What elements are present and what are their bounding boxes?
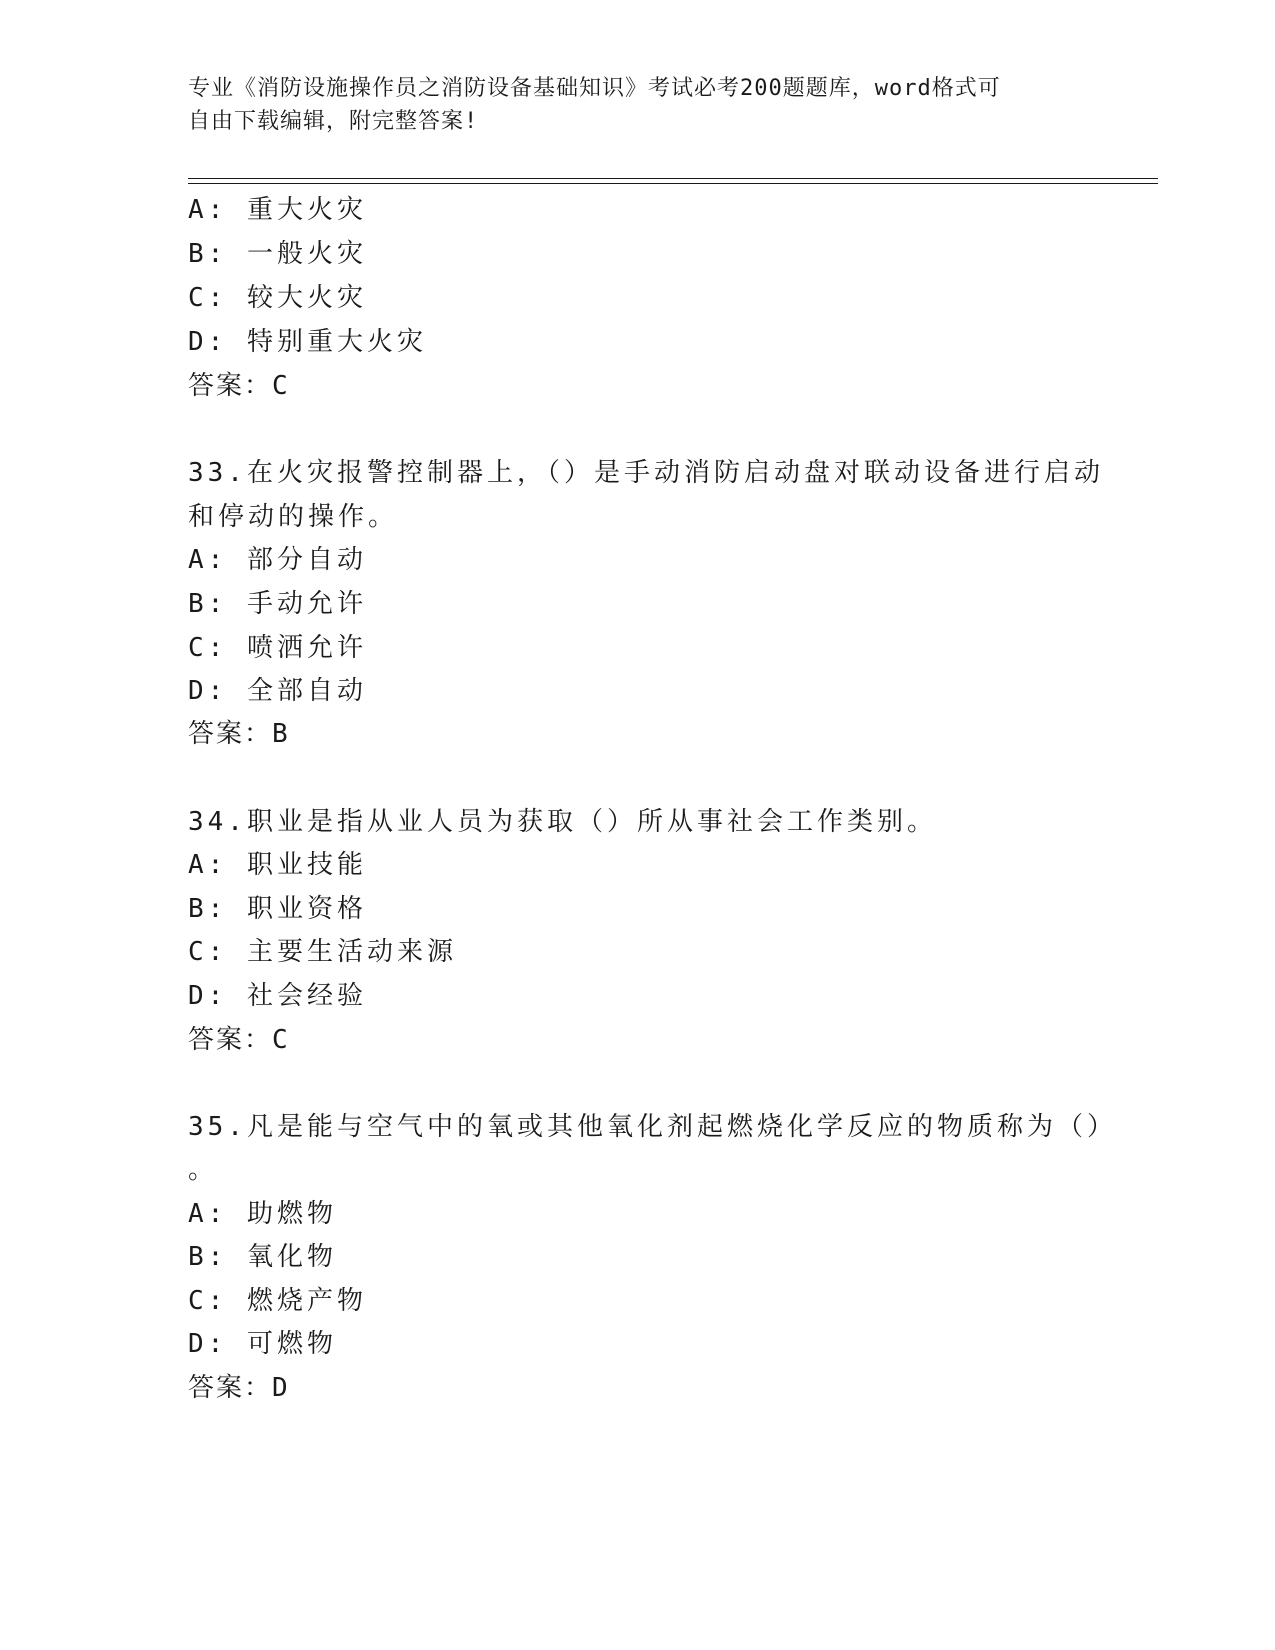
q33-answer-label: 答案： (188, 719, 273, 749)
header-title-line-2: 自由下载编辑，附完整答案! (188, 109, 479, 134)
header-title-line-1: 专业《消防设施操作员之消防设备基础知识》考试必考200题题库，word格式可 (188, 76, 1001, 101)
q33-answer-value: B (272, 719, 288, 749)
q35-answer-label: 答案： (188, 1373, 273, 1403)
q33-option-a: A: 部分自动 (188, 545, 367, 575)
q34-option-c: C: 主要生活动来源 (188, 937, 457, 967)
q32-option-d: D: 特别重大火灾 (188, 327, 427, 357)
q32-answer-label: 答案： (188, 371, 273, 401)
q35-stem-line-1: 35.凡是能与空气中的氧或其他氧化剂起燃烧化学反应的物质称为（） (188, 1112, 1117, 1142)
q33-option-b: B: 手动允许 (188, 589, 367, 619)
q34-stem-line-1: 34.职业是指从业人员为获取（）所从事社会工作类别。 (188, 807, 937, 837)
q35-option-a: A: 助燃物 (188, 1199, 337, 1229)
q32-answer-value: C (272, 371, 288, 401)
q32-answer (188, 369, 288, 403)
q34-answer (188, 1023, 288, 1057)
q32-option-b: B: 一般火灾 (188, 239, 367, 269)
q32-option-a: A: 重大火灾 (188, 195, 367, 225)
header-divider-top (188, 178, 1158, 179)
q35-option-c: C: 燃烧产物 (188, 1286, 367, 1316)
q33-option-d: D: 全部自动 (188, 676, 367, 706)
q33-stem-line-2: 和停动的操作。 (188, 502, 399, 532)
q33-answer (188, 717, 288, 751)
q34-option-a: A: 职业技能 (188, 850, 367, 880)
q35-stem-line-2: 。 (188, 1155, 219, 1185)
q34-option-d: D: 社会经验 (188, 981, 367, 1011)
q35-option-b: B: 氧化物 (188, 1242, 337, 1272)
q35-answer (188, 1371, 288, 1405)
q34-answer-value: C (272, 1025, 288, 1055)
q35-option-d: D: 可燃物 (188, 1329, 337, 1359)
q35-answer-value: D (272, 1373, 288, 1403)
header-divider-bottom (188, 183, 1158, 184)
document-header (188, 72, 1088, 138)
q34-option-b: B: 职业资格 (188, 894, 367, 924)
q32-option-c: C: 较大火灾 (188, 283, 367, 313)
q34-answer-label: 答案： (188, 1025, 273, 1055)
q33-option-c: C: 喷洒允许 (188, 633, 367, 663)
q33-stem-line-1: 33.在火灾报警控制器上，（）是手动消防启动盘对联动设备进行启动 (188, 458, 1104, 488)
